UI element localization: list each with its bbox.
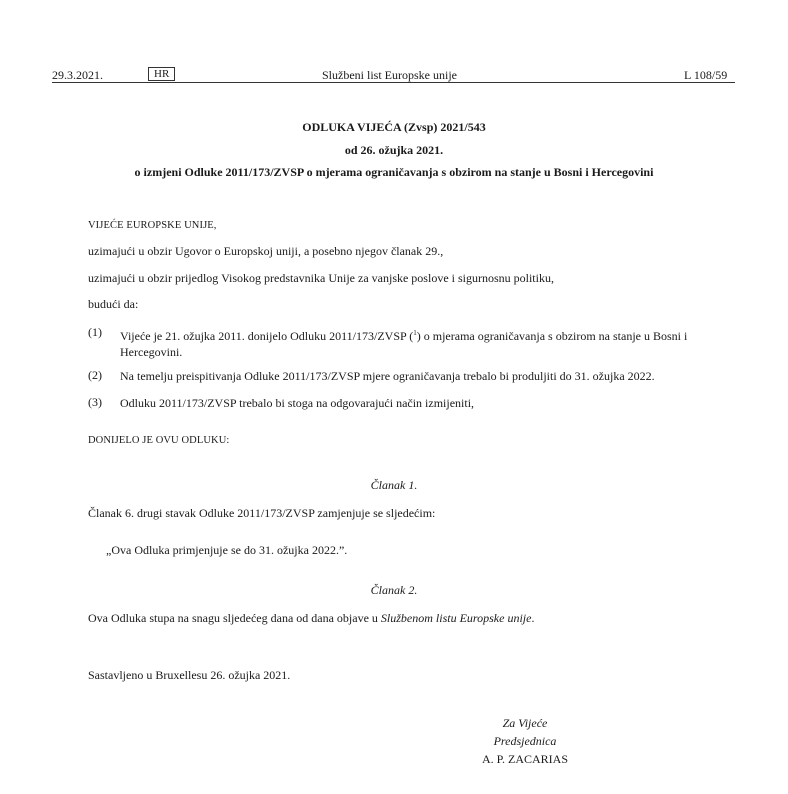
done-at: Sastavljeno u Bruxellesu 26. ožujka 2021. — [88, 668, 291, 682]
signature-name: A. P. ZACARIAS — [481, 752, 568, 766]
article-1-heading: Članak 1. — [370, 478, 418, 492]
recital-number: (2) — [88, 368, 102, 382]
journal-reference: Službenom listu Europske unije — [380, 611, 532, 625]
having-regard-proposal: uzimajući u obzir prijedlog Visokog predstavnika Unije za vanjske poslove i sigurnosnu politiku, — [88, 271, 554, 285]
header-divider — [52, 82, 735, 83]
council-heading: VIJEĆE EUROPSKE UNIJE, — [88, 220, 217, 231]
signature-role: Predsjednica — [493, 734, 557, 748]
language-badge: HR — [148, 67, 175, 81]
document-subject: o izmjeni Odluke 2011/173/ZVSP o mjerama ograničavanja s obzirom na stanje u Bosni i Hercegovini — [134, 165, 654, 179]
journal-name: Službeni list Europske unije — [322, 68, 457, 82]
having-regard-treaty: uzimajući u obzir Ugovor o Europskoj uniji, a posebno njegov članak 29., — [88, 244, 444, 258]
page-reference: L 108/59 — [684, 68, 728, 82]
article-2-heading: Članak 2. — [370, 583, 418, 597]
footnote-ref[interactable]: 1 — [413, 329, 417, 337]
article-2-text: Ova Odluka stupa na snagu sljedećeg dana od dana objave u Službenom listu Europske unije. — [88, 611, 535, 625]
adopted-heading: DONIJELO JE OVU ODLUKU: — [88, 435, 230, 446]
recital-text: Odluku 2011/173/ZVSP trebalo bi stoga na odgovarajući način izmijeniti, — [120, 396, 475, 410]
recital-text: Na temelju preispitivanja Odluke 2011/173/ZVSP mjere ograničavanja trebalo bi produljiti do 31. ožujka 2022. — [120, 369, 655, 383]
header-date: 29.3.2021. — [52, 68, 103, 82]
document-title: ODLUKA VIJEĆA (Zvsp) 2021/543 — [302, 120, 486, 134]
recital-number: (1) — [88, 325, 102, 339]
signature-for: Za Vijeće — [502, 716, 548, 730]
article-1-text: Članak 6. drugi stavak Odluke 2011/173/ZVSP zamjenjuje se sljedećim: — [88, 506, 436, 520]
recital-text: Vijeće je 21. ožujka 2011. donijelo Odluku 2011/173/ZVSP ($^1$) o mjerama ograničavanja s obzirom na stanje u Bosni i Hercegovini. — [120, 329, 688, 359]
article-1-quote: „Ova Odluka primjenjuje se do 31. ožujka 2022.”. — [106, 543, 348, 557]
whereas-label: budući da: — [88, 297, 139, 311]
document-date: od 26. ožujka 2021. — [344, 143, 444, 157]
recital-number: (3) — [88, 395, 102, 409]
